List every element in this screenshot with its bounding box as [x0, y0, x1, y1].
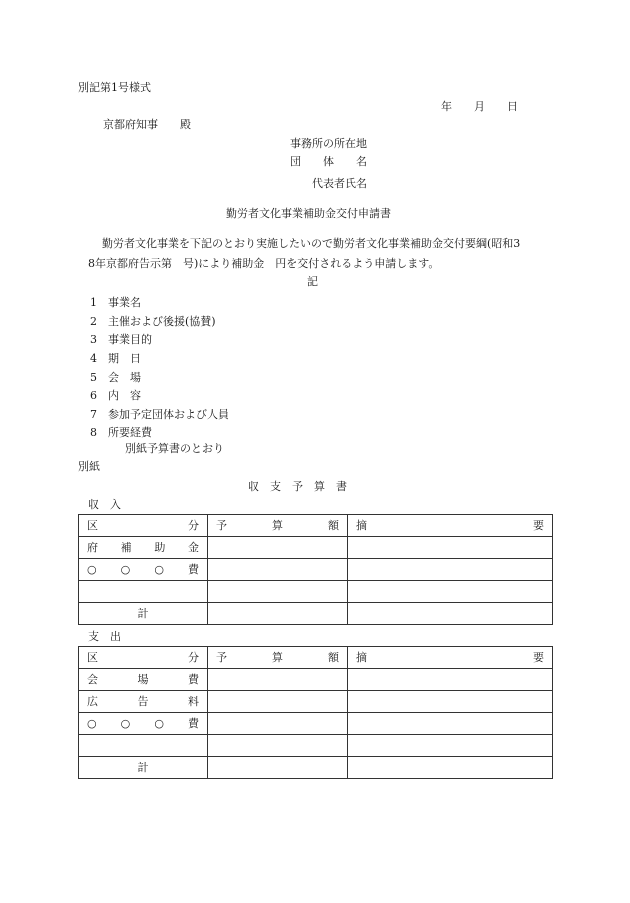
income-table: [78, 514, 553, 625]
table-row: [79, 559, 553, 581]
remarks-cell[interactable]: [348, 581, 553, 603]
remarks-cell[interactable]: [348, 669, 553, 691]
table-total-row: [79, 757, 553, 779]
row-label[interactable]: [79, 735, 208, 757]
list-item: 8 所要経費: [90, 426, 152, 439]
amount-cell[interactable]: [208, 713, 348, 735]
items-note: 別紙予算書のとおり: [125, 442, 224, 455]
representative-label: 代表者氏名: [312, 177, 367, 190]
list-item: 2 主催および後援(協賛): [90, 315, 216, 328]
amount-cell[interactable]: [208, 537, 348, 559]
list-item: 1 事業名: [90, 296, 141, 309]
table-row: [79, 581, 553, 603]
ki-heading: 記: [307, 275, 318, 288]
amount-cell[interactable]: [208, 559, 348, 581]
addressee: 京都府知事 殿: [103, 118, 191, 131]
remarks-cell[interactable]: [348, 691, 553, 713]
amount-cell[interactable]: [208, 757, 348, 779]
header-remarks: 摘 要: [348, 647, 553, 669]
form-number: 別記第1号様式: [78, 81, 151, 94]
remarks-cell[interactable]: [348, 537, 553, 559]
table-row: [79, 735, 553, 757]
amount-cell[interactable]: [208, 581, 348, 603]
expense-table: [78, 646, 553, 779]
table-total-row: [79, 603, 553, 625]
header-budget-amount: 予 算 額: [208, 647, 348, 669]
date-line: 年 月 日: [441, 100, 518, 113]
row-label: 会 場 費: [79, 669, 208, 691]
list-item: 6 内 容: [90, 389, 141, 402]
list-item: 3 事業目的: [90, 333, 152, 346]
header-budget-amount: 予 算 額: [208, 515, 348, 537]
row-label-total: 計: [79, 757, 208, 779]
row-label-total: 計: [79, 603, 208, 625]
office-address-label: 事務所の所在地: [290, 137, 367, 150]
amount-cell[interactable]: [208, 669, 348, 691]
budget-title: 収 支 予 算 書: [248, 480, 347, 493]
table-header-row: [79, 647, 553, 669]
table-row: [79, 669, 553, 691]
header-remarks: 摘 要: [348, 515, 553, 537]
organization-name-label: 団 体 名: [290, 155, 367, 168]
row-label[interactable]: [79, 581, 208, 603]
row-label: 広 告 料: [79, 691, 208, 713]
row-label: ○ ○ ○ 費: [79, 559, 208, 581]
amount-cell[interactable]: [208, 603, 348, 625]
amount-cell[interactable]: [208, 735, 348, 757]
document-title: 勤労者文化事業補助金交付申請書: [226, 207, 391, 220]
header-category: 区 分: [79, 515, 208, 537]
list-item: 5 会 場: [90, 371, 141, 384]
remarks-cell[interactable]: [348, 757, 553, 779]
body-text-line-2: 8年京都府告示第 号)により補助金 円を交付されるよう申請します。: [88, 257, 440, 270]
row-label: ○ ○ ○ 費: [79, 713, 208, 735]
table-row: [79, 537, 553, 559]
remarks-cell[interactable]: [348, 603, 553, 625]
row-label: 府 補 助 金: [79, 537, 208, 559]
remarks-cell[interactable]: [348, 713, 553, 735]
list-item: 7 参加予定団体および人員: [90, 408, 229, 421]
body-text-line-1: 勤労者文化事業を下記のとおり実施したいので勤労者文化事業補助金交付要綱(昭和3: [102, 237, 521, 250]
table-row: [79, 691, 553, 713]
attachment-label: 別紙: [78, 460, 100, 473]
table-row: [79, 713, 553, 735]
header-category: 区 分: [79, 647, 208, 669]
remarks-cell[interactable]: [348, 559, 553, 581]
income-label: 収 入: [88, 498, 121, 511]
list-item: 4 期 日: [90, 352, 141, 365]
table-header-row: [79, 515, 553, 537]
remarks-cell[interactable]: [348, 735, 553, 757]
amount-cell[interactable]: [208, 691, 348, 713]
expense-label: 支 出: [88, 630, 121, 643]
